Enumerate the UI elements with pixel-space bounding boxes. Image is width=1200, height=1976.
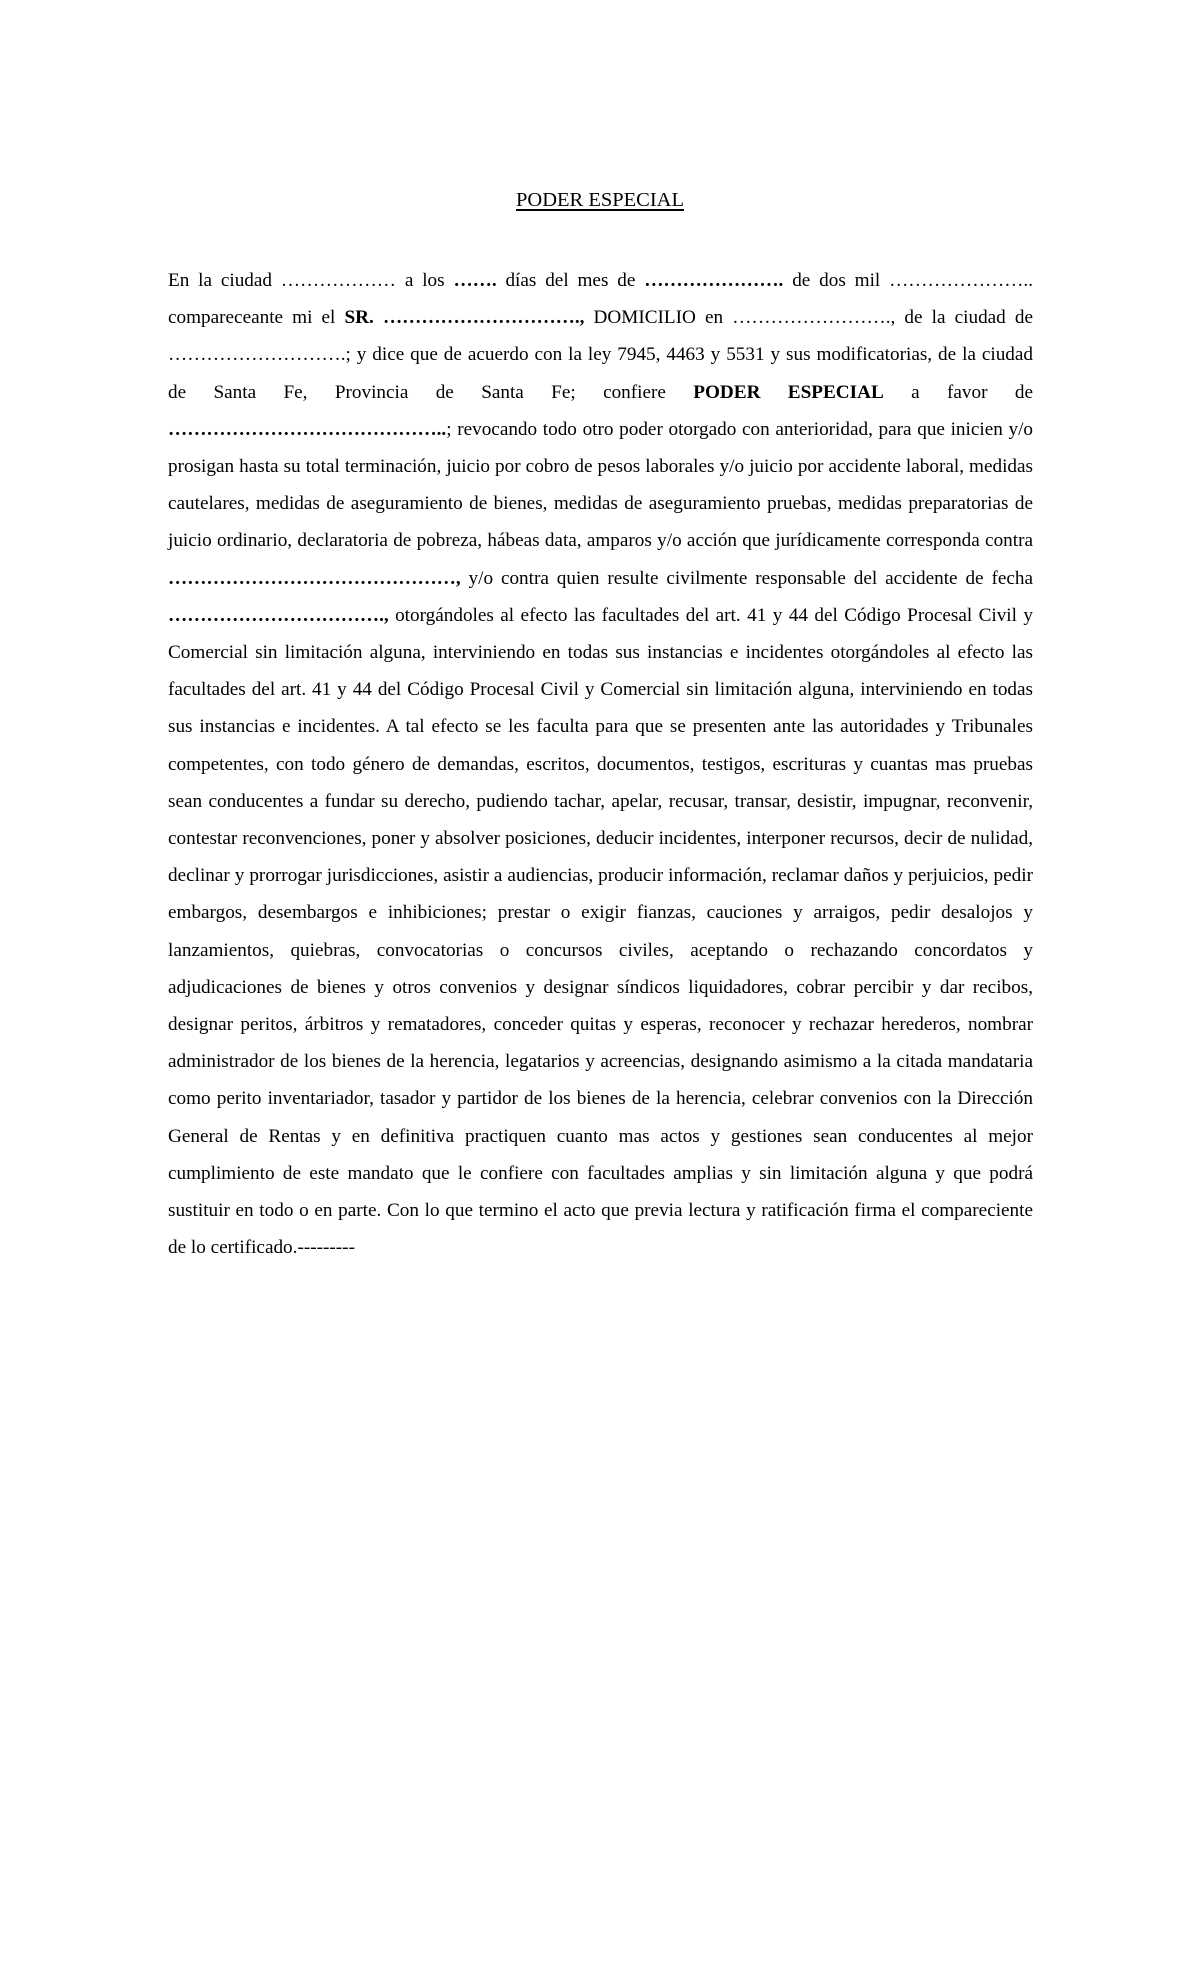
body-text-run: En la ciudad ……………… a los	[168, 270, 454, 291]
body-bold-run: ………………….	[644, 270, 784, 291]
body-text-run: y/o contra quien resulte civilmente responsable del accidente de fecha	[460, 567, 1033, 589]
document-title	[0, 186, 1200, 214]
body-bold-run: …………………………….,	[168, 604, 389, 626]
body-bold-run: PODER ESPECIAL	[693, 381, 884, 403]
body-bold-run: ……………………………………..	[168, 418, 447, 440]
body-bold-run: …….	[453, 270, 497, 291]
document-title-text: PODER ESPECIAL	[515, 189, 684, 211]
document-body	[168, 262, 1033, 1266]
body-text-run: otorgándoles al efecto las facultades del art. 41 y 44 del Código Procesal Civil y Comercial sin limitación alguna, interviniendo en todas sus instancias e incidentes otorgándoles al efecto las facultades del art. 41 y 44 del Código Procesal Civil y Comercial sin limitación alguna, interviniendo en todas sus instancias e incidentes. A tal efecto se les faculta para que se presenten ante las autoridades y Tribunales competentes, con todo género de demandas, escritos, documentos, testigos, escrituras y cuantas mas pruebas sean conducentes a fundar su derecho, pudiendo tachar, apelar, recusar, transar, desistir, impugnar, reconvenir, contestar reconvenciones, poner y absolver posiciones, deducir incidentes, interponer recursos, decir de nulidad, declinar y prorrogar jurisdicciones, asistir a audiencias, producir información, reclamar daños y perjuicios, pedir embargos, desembargos e inhibiciones; prestar o exigir fianzas, cauciones y arraigos, pedir desalojos y lanzamientos, quiebras, convocatorias o concursos civiles, aceptando o rechazando concordatos y adjudicaciones de bienes y otros convenios y designar síndicos liquidadores, cobrar percibir y dar recibos, designar peritos, árbitros y rematadores, conceder quitas y esperas, reconocer y rechazar herederos, nombrar administrador de los bienes de la herencia, legatarios y acreencias, designando asimismo a la citada mandataria como perito inventariador, tasador y partidor de los bienes de la herencia, celebrar convenios con la Dirección General de Rentas y en definitiva practiquen cuanto mas actos y gestiones sean conducentes al mejor cumplimiento de este mandato que le confiere con facultades amplias y sin limitación alguna y que podrá sustituir en todo o en parte. Con lo que termino el acto que previa lectura y ratificación firma el compareciente de lo certificado.---------	[168, 604, 1033, 1259]
body-bold-run: ………………………………………,	[168, 567, 461, 589]
body-text-run: días del mes de	[496, 270, 645, 291]
body-text-run: a favor de	[883, 381, 1033, 403]
body-text-run: ; revocando todo otro poder otorgado con anterioridad, para que inicien y/o prosigan hasta su total terminación, juicio por cobro de pesos laborales y/o juicio por accidente laboral, medidas cautelares, medidas de aseguramiento de bienes, medidas de aseguramiento pruebas, medidas preparatorias de juicio ordinario, declaratoria de pobreza, hábeas data, amparos y/o acción que jurídicamente corresponda contra	[168, 418, 1033, 552]
body-text-run: DOMICILIO en ……………………., de la ciudad de ……………………….; y dice que de acuerdo con la ley 7945, 4463 y 5531 y sus modificatorias, de la ciudad de Santa Fe, Provincia de Santa Fe; confiere	[168, 307, 1034, 403]
body-text-run: de dos mil ………………….. compareceante mi el	[168, 270, 1033, 329]
body-bold-run: SR. ………………………….,	[344, 307, 585, 329]
